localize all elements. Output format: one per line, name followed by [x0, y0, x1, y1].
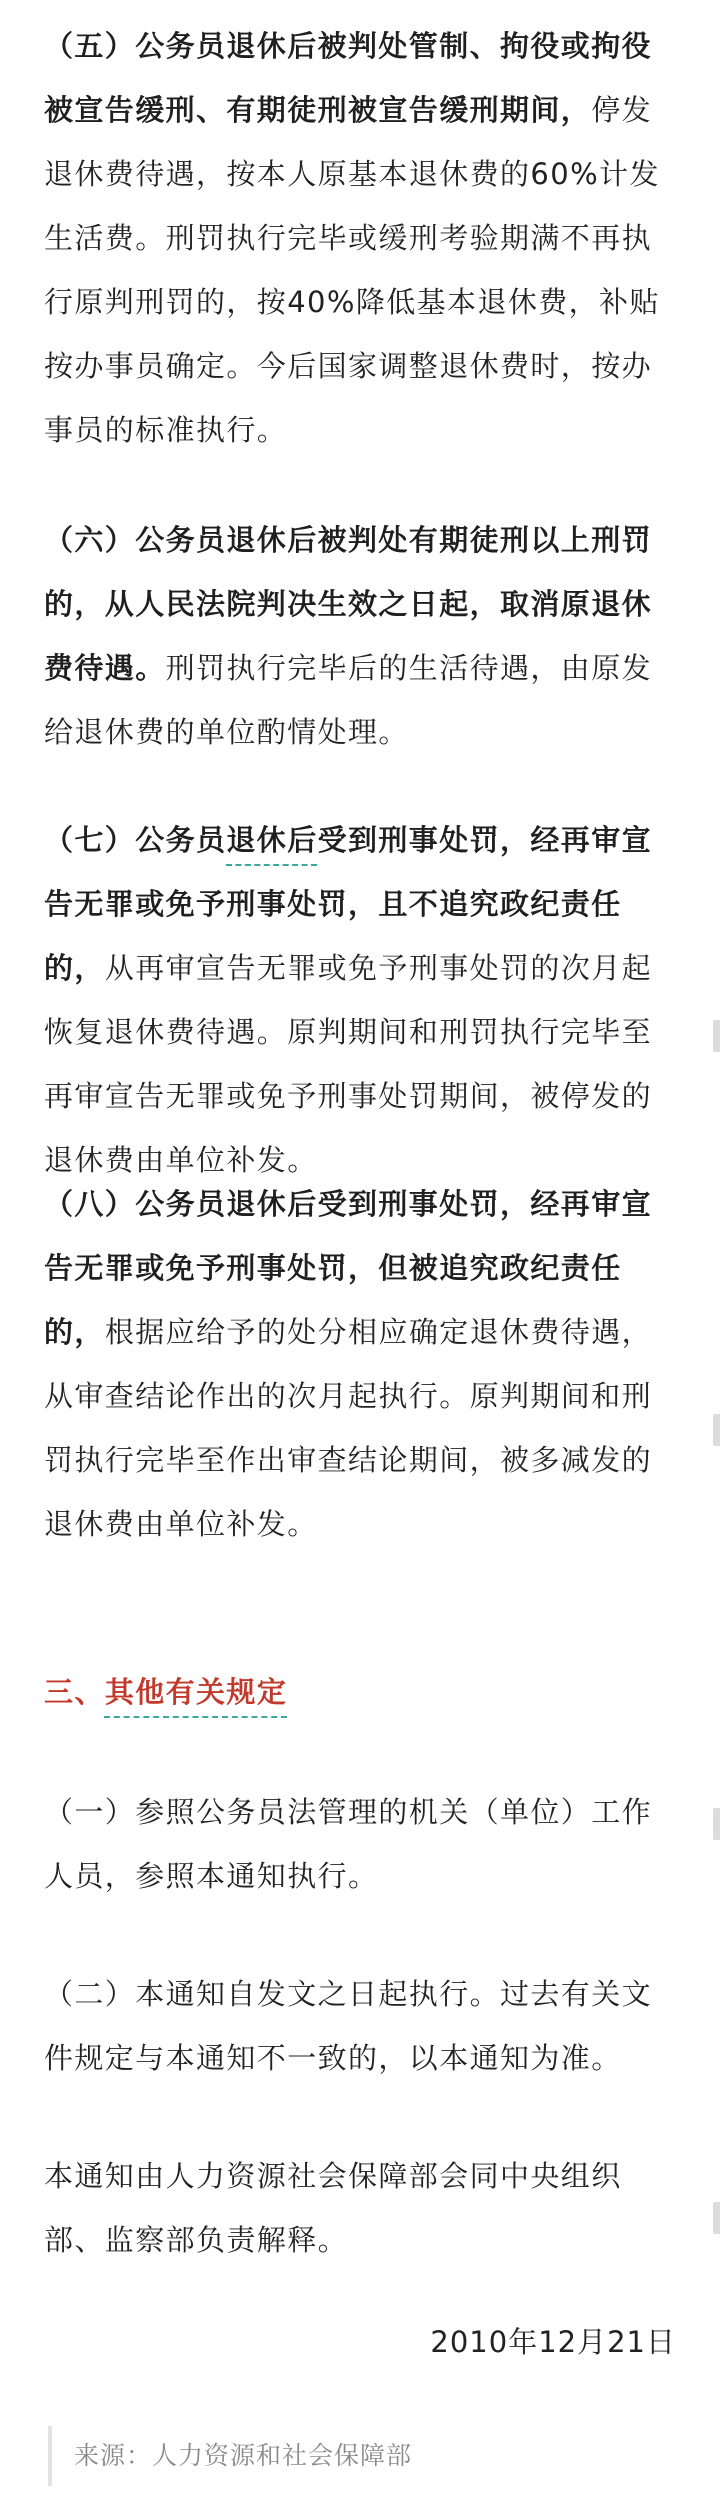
- paragraph-five-text: 停发退休费待遇，按本人原基本退休费的60%计发生活费。刑罚执行完毕或缓刑考验期满不再执行原判刑罚的，按40%降低基本退休费，补贴按办事员确定。今后国家调整退休费时，按办事员的标准执行。: [44, 93, 660, 447]
- retirement-link[interactable]: 退休后: [226, 823, 318, 857]
- scrollbar-marker[interactable]: [713, 1414, 720, 1446]
- section-three-title-link[interactable]: 其他有关规定: [104, 1675, 288, 1709]
- scrollbar-marker[interactable]: [713, 1808, 720, 1840]
- paragraph-five-bold: （五）公务员退休后被判处管制、拘役或拘役被宣告缓刑、有期徒刑被宣告缓刑期间，: [44, 29, 653, 127]
- scrollbar-marker[interactable]: [713, 2202, 720, 2234]
- paragraph-seven-bold-b: 受到刑事处罚，经再审宣告无罪或免予刑事处罚，且不追究政纪责任的，: [44, 823, 653, 985]
- paragraph-seven-text: 从再审宣告无罪或免予刑事处罚的次月起恢复退休费待遇。原判期间和刑罚执行完毕至再审宣告无罪或免予刑事处罚期间，被停发的退休费由单位补发。: [44, 951, 653, 1177]
- paragraph-interpretation: 本通知由人力资源社会保障部会同中央组织部、监察部负责解释。: [44, 2159, 622, 2257]
- source-quote: [48, 2426, 678, 2486]
- section-three-prefix: 三、: [44, 1675, 105, 1709]
- paragraph-eight: [44, 1172, 676, 1556]
- paragraph-other-one: （一）参照公务员法管理的机关（单位）工作人员，参照本通知执行。: [44, 1795, 653, 1893]
- paragraph-other-two: （二）本通知自发文之日起执行。过去有关文件规定与本通知不一致的，以本通知为准。: [44, 1977, 653, 2075]
- issue-date: 2010年12月21日: [430, 2325, 676, 2359]
- paragraph-six-text: 刑罚执行完毕后的生活待遇，由原发给退休费的单位酌情处理。: [44, 651, 653, 749]
- paragraph-five: [44, 14, 676, 462]
- paragraph-seven: [44, 808, 676, 1192]
- paragraph-seven-bold-a: （七）公务员: [44, 823, 227, 857]
- paragraph-eight-text: 根据应给予的处分相应确定退休费待遇，从审查结论作出的次月起执行。原判期间和刑罚执行完毕至作出审查结论期间，被多减发的退休费由单位补发。: [44, 1315, 653, 1541]
- scrollbar-marker[interactable]: [713, 1020, 720, 1052]
- source-text: 来源：人力资源和社会保障部: [74, 2441, 413, 2470]
- paragraph-six-bold: （六）公务员退休后被判处有期徒刑以上刑罚的，从人民法院判决生效之日起，取消原退休费待遇。: [44, 523, 653, 685]
- section-three-heading: [44, 1660, 287, 1724]
- paragraph-six: [44, 508, 676, 764]
- paragraph-eight-bold: （八）公务员退休后受到刑事处罚，经再审宣告无罪或免予刑事处罚，但被追究政纪责任的，: [44, 1187, 653, 1349]
